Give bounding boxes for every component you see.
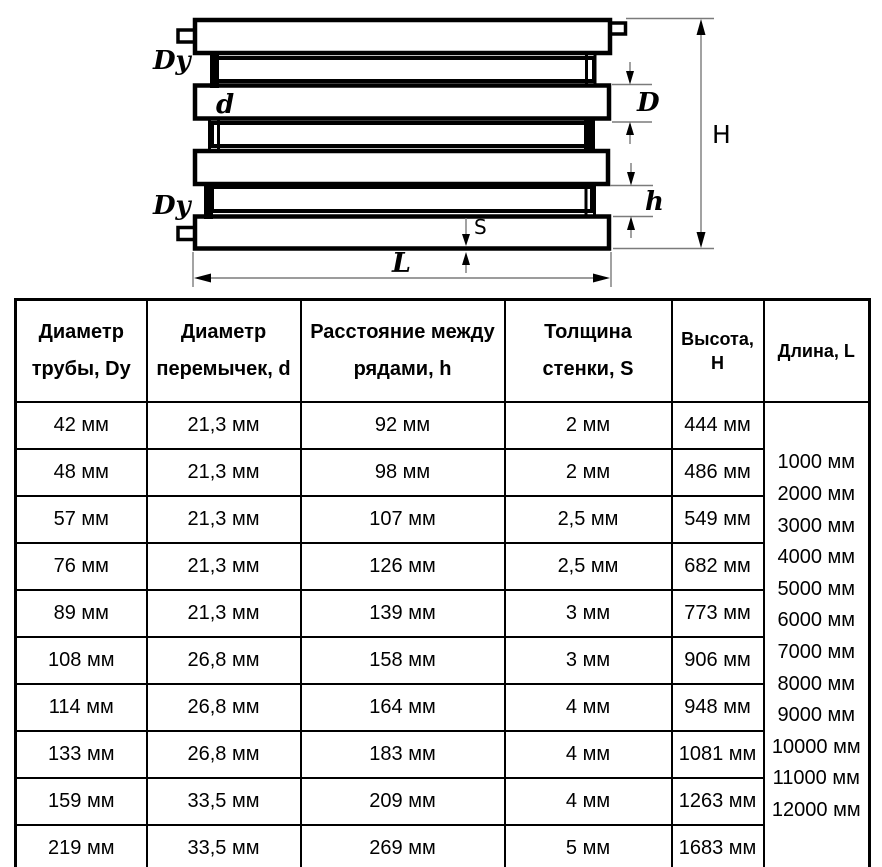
dim-D-arrow-up-icon — [626, 122, 634, 135]
label-dy-bottom: Dy — [153, 191, 191, 221]
cell-H: 549 мм — [672, 496, 764, 543]
cell-h: 139 мм — [301, 590, 505, 637]
cell-d: 21,3 мм — [147, 496, 301, 543]
cell-h: 107 мм — [301, 496, 505, 543]
length-option: 1000 мм — [777, 451, 856, 474]
cell-h: 158 мм — [301, 637, 505, 684]
cell-dy: 114 мм — [16, 684, 147, 731]
col-header-wall-thickness — [505, 300, 672, 403]
cell-s: 2 мм — [505, 402, 672, 449]
cell-H: 948 мм — [672, 684, 764, 731]
label-dy-top: Dy — [153, 46, 191, 76]
label-S: S — [474, 215, 487, 239]
cell-dy: 76 мм — [16, 543, 147, 590]
cell-h: 98 мм — [301, 449, 505, 496]
header-text: Диаметр — [180, 321, 267, 343]
cell-d: 33,5 мм — [147, 778, 301, 825]
cell-dy: 89 мм — [16, 590, 147, 637]
cell-s: 2,5 мм — [505, 543, 672, 590]
dim-h-arrow-up-icon — [627, 217, 635, 231]
cell-h: 92 мм — [301, 402, 505, 449]
spec-table — [14, 298, 871, 867]
dim-L-arrow-right-icon — [593, 274, 610, 283]
front-pipe-3 — [195, 151, 608, 184]
cell-s: 5 мм — [505, 825, 672, 867]
length-option: 6000 мм — [777, 609, 856, 632]
col-header-pipe-diameter — [16, 300, 147, 403]
cell-h: 209 мм — [301, 778, 505, 825]
dim-H-arrow-down-icon — [697, 232, 706, 248]
cell-h: 164 мм — [301, 684, 505, 731]
table-row — [16, 590, 870, 637]
cell-H: 1263 мм — [672, 778, 764, 825]
table-row — [16, 449, 870, 496]
cell-H: 1683 мм — [672, 825, 764, 867]
label-d: d — [216, 90, 235, 120]
cell-s: 4 мм — [505, 778, 672, 825]
table-row — [16, 543, 870, 590]
back-pipe-2 — [212, 123, 590, 146]
header-text: Диаметр — [38, 321, 124, 343]
header-text: перемычек, d — [156, 358, 291, 380]
table-row — [16, 825, 870, 867]
cell-H: 906 мм — [672, 637, 764, 684]
table-row — [16, 778, 870, 825]
length-option: 4000 мм — [777, 546, 856, 569]
back-pipe-3 — [212, 187, 592, 211]
table-row — [16, 402, 870, 449]
cell-s: 2 мм — [505, 449, 672, 496]
cell-H: 1081 мм — [672, 731, 764, 778]
length-option: 3000 мм — [777, 514, 856, 537]
cell-s: 3 мм — [505, 590, 672, 637]
cell-d: 21,3 мм — [147, 402, 301, 449]
header-text: рядами, h — [353, 358, 452, 380]
cell-d: 21,3 мм — [147, 590, 301, 637]
cell-s: 4 мм — [505, 684, 672, 731]
front-pipe-2 — [195, 86, 609, 119]
cell-dy: 159 мм — [16, 778, 147, 825]
header-row — [16, 300, 870, 403]
jumper-thick-right-mid — [584, 117, 595, 153]
cell-d: 26,8 мм — [147, 684, 301, 731]
cell-dy: 108 мм — [16, 637, 147, 684]
cell-dy: 48 мм — [16, 449, 147, 496]
cell-dy: 133 мм — [16, 731, 147, 778]
header-text: Толщина — [544, 321, 632, 343]
cell-s: 3 мм — [505, 637, 672, 684]
header-text: Высота, H — [681, 329, 754, 373]
length-option: 11000 мм — [772, 767, 860, 790]
cell-s: 4 мм — [505, 731, 672, 778]
length-option: 7000 мм — [777, 641, 856, 663]
length-option: 12000 мм — [771, 798, 861, 821]
label-H: H — [712, 120, 731, 149]
cell-d: 33,5 мм — [147, 825, 301, 867]
length-option: 9000 мм — [777, 704, 856, 727]
cell-d: 26,8 мм — [147, 637, 301, 684]
cell-H: 486 мм — [672, 449, 764, 496]
dim-D-arrow-down-icon — [626, 71, 634, 85]
cell-dy: 57 мм — [16, 496, 147, 543]
front-pipe-1 — [195, 20, 610, 53]
dim-h-arrow-down-icon — [627, 172, 635, 186]
length-option: 10000 мм — [771, 735, 861, 758]
cell-d: 26,8 мм — [147, 731, 301, 778]
jumper-thick-left-bottom — [204, 182, 213, 219]
cell-d: 21,3 мм — [147, 543, 301, 590]
table-row — [16, 637, 870, 684]
cell-H: 682 мм — [672, 543, 764, 590]
cell-h: 269 мм — [301, 825, 505, 867]
table-row — [16, 731, 870, 778]
length-option: 5000 мм — [777, 577, 856, 600]
jumper-thick-left-top — [210, 51, 219, 88]
dim-S-arrow-up-icon — [462, 252, 470, 265]
dim-L-arrow-left-icon — [194, 274, 211, 283]
cell-h: 126 мм — [301, 543, 505, 590]
back-row-pipes — [212, 58, 594, 211]
cell-length-list — [764, 402, 870, 867]
pipe-register-diagram — [0, 0, 882, 296]
label-D: D — [637, 88, 660, 118]
col-header-length — [764, 300, 870, 403]
front-pipe-4 — [195, 217, 609, 249]
header-text: Расстояние между — [310, 321, 495, 343]
length-option: 2000 мм — [777, 483, 856, 506]
table-row — [16, 496, 870, 543]
cell-s: 2,5 мм — [505, 496, 672, 543]
cell-H: 444 мм — [672, 402, 764, 449]
cell-H: 773 мм — [672, 590, 764, 637]
header-text: Длина, L — [777, 341, 855, 361]
table-row — [16, 684, 870, 731]
dim-H-arrow-up-icon — [697, 19, 706, 35]
header-text: трубы, Dy — [31, 358, 131, 380]
col-header-height — [672, 300, 764, 403]
col-header-row-spacing — [301, 300, 505, 403]
label-L: L — [392, 248, 411, 279]
label-h: h — [645, 187, 664, 217]
length-option: 8000 мм — [777, 672, 856, 695]
col-header-jumper-diameter — [147, 300, 301, 403]
back-pipe-1 — [212, 58, 594, 81]
header-text: стенки, S — [542, 358, 634, 380]
cell-d: 21,3 мм — [147, 449, 301, 496]
cell-dy: 219 мм — [16, 825, 147, 867]
cell-dy: 42 мм — [16, 402, 147, 449]
cell-h: 183 мм — [301, 731, 505, 778]
